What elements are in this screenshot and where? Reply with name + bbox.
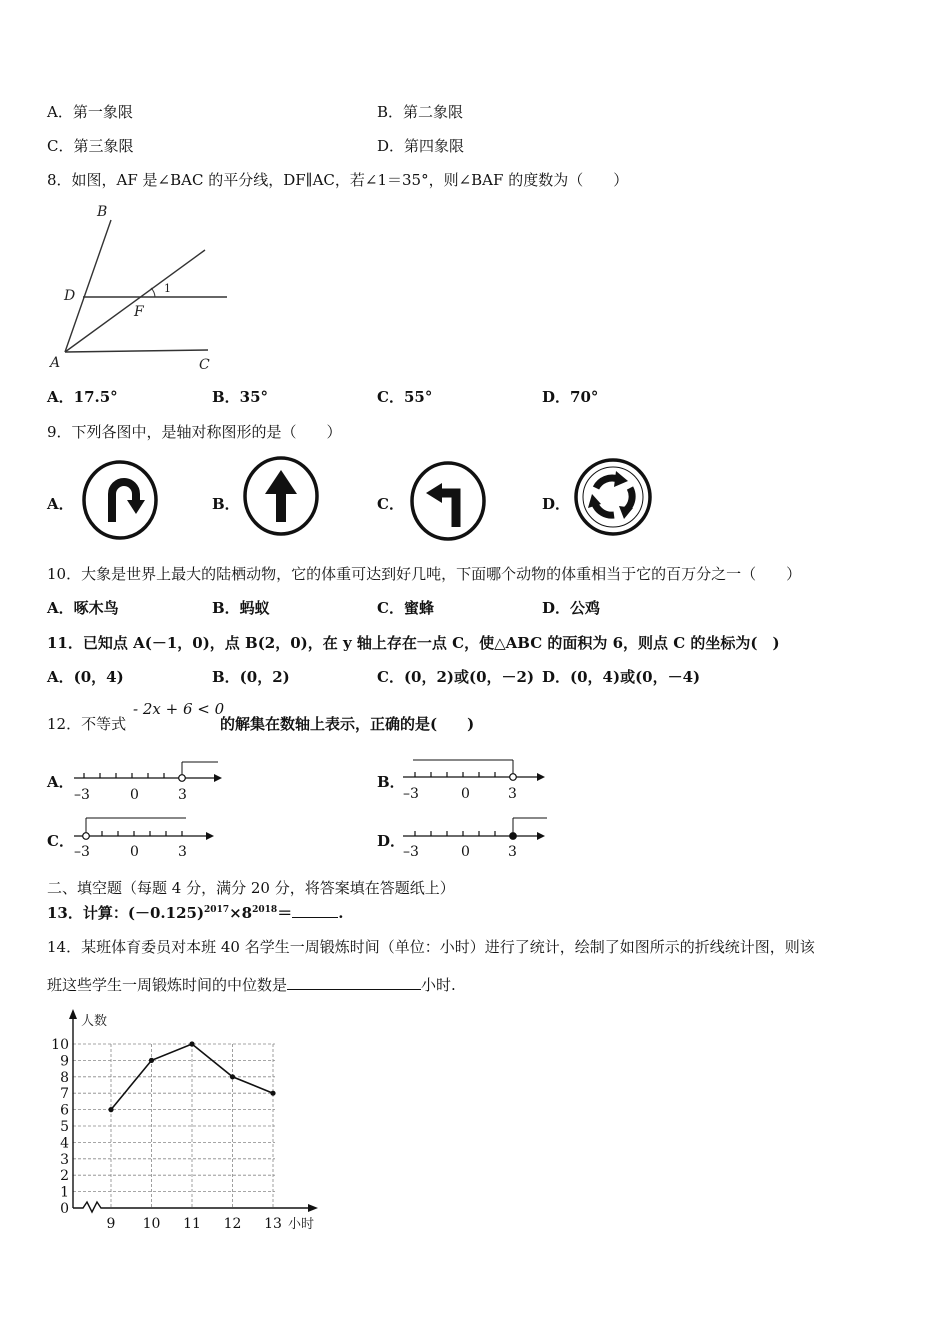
y-tick-label: 3 xyxy=(60,1151,69,1168)
y-tick-label: 1 xyxy=(60,1184,69,1201)
q13-answer-blank[interactable] xyxy=(292,917,338,918)
q14-line1: 14．某班体育委员对本班 40 名学生一周锻炼时间（单位：小时）进行了统计，绘制了如图所示的折线统计图，则该 xyxy=(47,938,815,956)
q8-option-a: A．17.5° xyxy=(47,388,118,406)
tick-label: 0 xyxy=(461,844,470,860)
x-tick-label: 12 xyxy=(223,1216,242,1232)
roundabout-sign-icon xyxy=(574,458,652,536)
y-tick-label: 9 xyxy=(60,1053,69,1070)
tick-label: 0 xyxy=(130,787,139,803)
y-tick-label: 7 xyxy=(60,1086,69,1103)
q9-option-b: B． xyxy=(212,495,240,513)
q11-option-d: D．(0，4)或(0，－4) xyxy=(542,668,701,686)
label-c: C xyxy=(199,357,210,373)
q12-suffix: 的解集在数轴上表示，正确的是( ) xyxy=(220,715,475,733)
q7-option-a: A．第一象限 xyxy=(47,103,133,121)
y-axis-arrow xyxy=(69,1009,77,1019)
q9-question: 9．下列各图中，是轴对称图形的是（ ） xyxy=(47,423,342,441)
data-point xyxy=(108,1107,113,1112)
y-tick-label: 0 xyxy=(60,1201,69,1217)
q7-option-d: D．第四象限 xyxy=(377,137,465,155)
q9-option-a: A． xyxy=(47,495,74,513)
straight-arrow-sign-icon xyxy=(243,456,319,536)
tick-label: 0 xyxy=(461,786,470,802)
x-axis-title: 小时 xyxy=(288,1217,315,1232)
q14-line2: 班这些学生一周锻炼时间的中位数是 小时. xyxy=(47,976,456,994)
x-tick-label: 9 xyxy=(106,1216,116,1232)
data-point xyxy=(149,1058,154,1063)
q9-option-c: C． xyxy=(377,495,404,513)
q11-question: 11．已知点 A(－1，0)，点 B(2，0)，在 y 轴上存在一点 C，使△ABC 的面积为 6，则点 C 的坐标为( ) xyxy=(47,634,780,652)
q8-option-c: C．55° xyxy=(377,388,433,406)
tick-label: –3 xyxy=(74,844,90,860)
tick-label: 3 xyxy=(508,786,517,802)
q11-option-b: B．(0，2) xyxy=(212,668,290,686)
q10-option-a: A．啄木鸟 xyxy=(47,599,119,617)
number-line-b xyxy=(403,757,553,802)
q7-option-c: C．第三象限 xyxy=(47,137,134,155)
y-tick-label: 4 xyxy=(60,1135,69,1152)
q10-option-c: C．蜜蜂 xyxy=(377,599,434,617)
tick-label: 3 xyxy=(508,844,517,860)
number-line-d xyxy=(403,815,553,860)
q9-option-d: D． xyxy=(542,495,571,513)
u-turn-sign-icon xyxy=(82,460,158,540)
y-tick-label: 5 xyxy=(60,1119,69,1135)
q13-question: 13．计算：$(-0.125)^{2017}\times 8^{2018}=$ . xyxy=(47,904,344,922)
label-a: A xyxy=(50,355,61,371)
q8-option-b: B．35° xyxy=(212,388,269,406)
y-tick-label: 8 xyxy=(60,1069,69,1086)
y-tick-label: 6 xyxy=(60,1102,69,1119)
tick-label: 3 xyxy=(178,844,187,860)
data-point xyxy=(270,1091,275,1096)
left-turn-sign-icon xyxy=(410,461,486,541)
tick-label: 3 xyxy=(178,787,187,803)
label-angle-1: 1 xyxy=(164,282,171,295)
y-tick-label: 2 xyxy=(60,1168,69,1185)
tick-label: –3 xyxy=(403,844,419,860)
q8-angle-figure xyxy=(45,200,245,375)
y-tick-label: 10 xyxy=(51,1037,69,1053)
q8-question: 8．如图，AF 是∠BAC 的平分线，DF∥AC，若∠1＝35°，则∠BAF 的度数为（ ） xyxy=(47,171,629,189)
q7-option-b: B．第二象限 xyxy=(377,103,464,121)
line-chart xyxy=(40,1005,340,1235)
tick-label: 0 xyxy=(130,844,139,860)
q11-option-c: C．(0，2)或(0，－2) xyxy=(377,668,535,686)
number-line-c xyxy=(74,815,224,860)
tick-label: –3 xyxy=(74,787,90,803)
q10-question: 10．大象是世界上最大的陆栖动物，它的体重可达到好几吨，下面哪个动物的体重相当于它的百万分之一（ ） xyxy=(47,565,802,583)
q12-prefix: 12．不等式 xyxy=(47,715,127,733)
q10-option-b: B．蚂蚁 xyxy=(212,599,270,617)
q11-option-a: A．(0，4) xyxy=(47,668,124,686)
x-axis xyxy=(73,1202,310,1212)
q12-option-d: D． xyxy=(377,832,406,850)
x-tick-label: 13 xyxy=(264,1216,282,1232)
q12-option-c: C． xyxy=(47,832,74,850)
section-2-heading: 二、填空题（每题 4 分，满分 20 分，将答案填在答题纸上） xyxy=(47,879,455,897)
data-point xyxy=(230,1074,235,1079)
y-axis-title: 人数 xyxy=(81,1014,108,1029)
label-d: D xyxy=(64,288,76,304)
data-point xyxy=(189,1041,194,1046)
q12-option-a: A． xyxy=(47,773,74,791)
q14-answer-blank[interactable] xyxy=(287,989,421,990)
q8-option-d: D．70° xyxy=(542,388,599,406)
tick-label: –3 xyxy=(403,786,419,802)
label-b: B xyxy=(97,204,108,220)
q12-formula: - 2x + 6 < 0 xyxy=(133,700,225,718)
x-tick-label: 11 xyxy=(183,1216,201,1232)
q10-option-d: D．公鸡 xyxy=(542,599,601,617)
label-f: F xyxy=(134,304,144,320)
x-tick-label: 10 xyxy=(142,1216,161,1232)
x-axis-arrow xyxy=(308,1204,318,1212)
number-line-a xyxy=(74,758,224,803)
q12-option-b: B． xyxy=(377,773,405,791)
